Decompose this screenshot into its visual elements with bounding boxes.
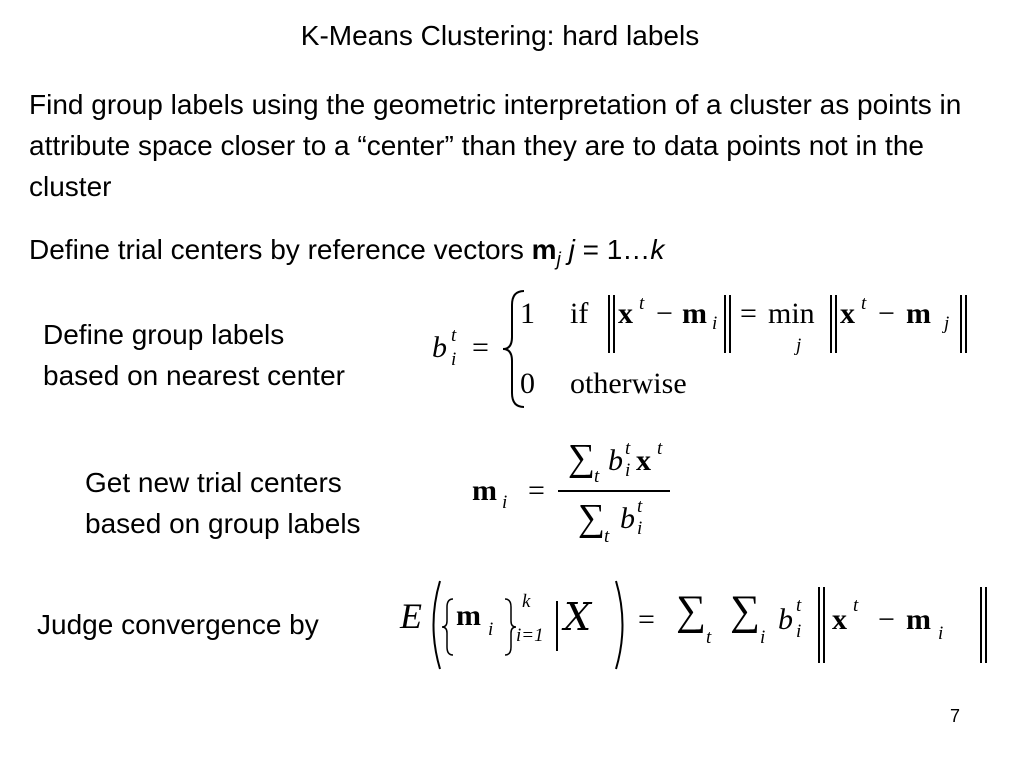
eq3-b-sub-i: i <box>796 621 802 642</box>
eq1-x-2: x <box>840 297 855 330</box>
index-j: j <box>568 234 575 265</box>
eq2-m-sub-i: i <box>502 492 508 513</box>
eq2-den-sum-sub-t: t <box>604 526 610 547</box>
eq1-zero: 0 <box>520 367 535 400</box>
eq2-num-sum-sub-t: t <box>594 466 600 487</box>
eq2-num-b: b <box>608 444 623 477</box>
right-paren-icon <box>612 579 632 671</box>
eq3-m-2: m <box>906 603 931 636</box>
eq3-m2-sub-i: i <box>938 623 944 644</box>
page-number: 7 <box>950 706 961 726</box>
new-centers-line2: based on group labels <box>85 508 361 539</box>
define-centers-line <box>29 234 664 272</box>
group-labels-caption <box>43 314 345 396</box>
eq3-X: X <box>564 595 592 639</box>
vector-m: m <box>531 234 557 265</box>
eq1-m: m <box>682 297 707 330</box>
eq3-sub-i-eq-1: i=1 <box>516 625 544 646</box>
eq2-m: m <box>472 474 497 507</box>
assignment-equation <box>420 285 980 415</box>
eq1-if: if <box>570 297 589 330</box>
eq2-equals: = <box>528 474 545 507</box>
eq3-sum-sub-t: t <box>706 627 712 648</box>
define-centers-text: Define trial centers by reference vectors <box>29 234 532 265</box>
eq3-sum-sub-i: i <box>760 627 766 648</box>
eq1-m2-sub-j: j <box>944 313 950 334</box>
eq3-sum-i: ∑ <box>730 588 760 634</box>
error-equation <box>398 575 998 675</box>
eq2-sum-denominator: ∑ <box>578 497 606 539</box>
eq3-m-sub-i: i <box>488 619 494 640</box>
eq3-E: E <box>400 596 422 636</box>
eq1-m-2: m <box>906 297 931 330</box>
eq1-minus-2: − <box>878 297 895 330</box>
group-labels-line2: based on nearest center <box>43 360 345 391</box>
eq3-x: x <box>832 603 847 636</box>
eq1-x: x <box>618 297 633 330</box>
eq1-one: 1 <box>520 297 535 330</box>
eq1-b: b <box>432 331 447 364</box>
intro-paragraph: Find group labels using the geometric interpretation of a cluster as points in attribute space closer to a “center” than they are to data points not in the cluster <box>29 89 962 202</box>
eq2-den-b-sup-t: t <box>637 496 643 517</box>
eq1-x-sup-t: t <box>639 293 645 314</box>
eq3-equals: = <box>638 603 655 636</box>
eq3-minus: − <box>878 603 895 636</box>
eq3-sup-k: k <box>522 591 531 612</box>
eq2-den-b-sub-i: i <box>637 518 643 539</box>
eq1-min: min <box>768 297 815 330</box>
group-labels-line1: Define group labels <box>43 319 285 350</box>
range-text: = 1… <box>574 234 651 265</box>
eq2-num-x: x <box>636 444 651 477</box>
eq2-num-b-sub-i: i <box>625 460 631 481</box>
eq1-otherwise: otherwise <box>570 367 687 400</box>
eq3-x-sup-t: t <box>853 595 859 616</box>
center-update-equation <box>470 436 690 556</box>
eq3-sum-t: ∑ <box>676 588 706 634</box>
new-centers-caption <box>85 462 361 544</box>
new-centers-line1: Get new trial centers <box>85 467 342 498</box>
eq1-x2-sup-t: t <box>861 293 867 314</box>
eq3-m: m <box>456 599 481 632</box>
eq1-min-sub-j: j <box>796 335 802 356</box>
eq1-equals: = <box>472 331 489 364</box>
eq1-equals-2: = <box>740 297 757 330</box>
vector-sub-j: j <box>556 249 561 271</box>
convergence-caption: Judge convergence by <box>37 609 319 640</box>
eq1-b-sub-i: i <box>451 349 457 370</box>
eq1-b-sup-t: t <box>451 325 457 346</box>
eq2-den-b: b <box>620 502 635 535</box>
eq2-sum-numerator: ∑ <box>568 437 596 479</box>
eq2-num-x-sup-t: t <box>657 438 663 459</box>
eq3-b-sup-t: t <box>796 595 802 616</box>
eq3-b: b <box>778 603 793 636</box>
slide-title: K-Means Clustering: hard labels <box>300 20 700 51</box>
eq1-m-sub-i: i <box>712 313 718 334</box>
left-set-brace-icon <box>440 597 456 657</box>
eq2-num-b-sup-t: t <box>625 438 631 459</box>
index-k: k <box>650 234 665 265</box>
eq1-minus: − <box>656 297 673 330</box>
